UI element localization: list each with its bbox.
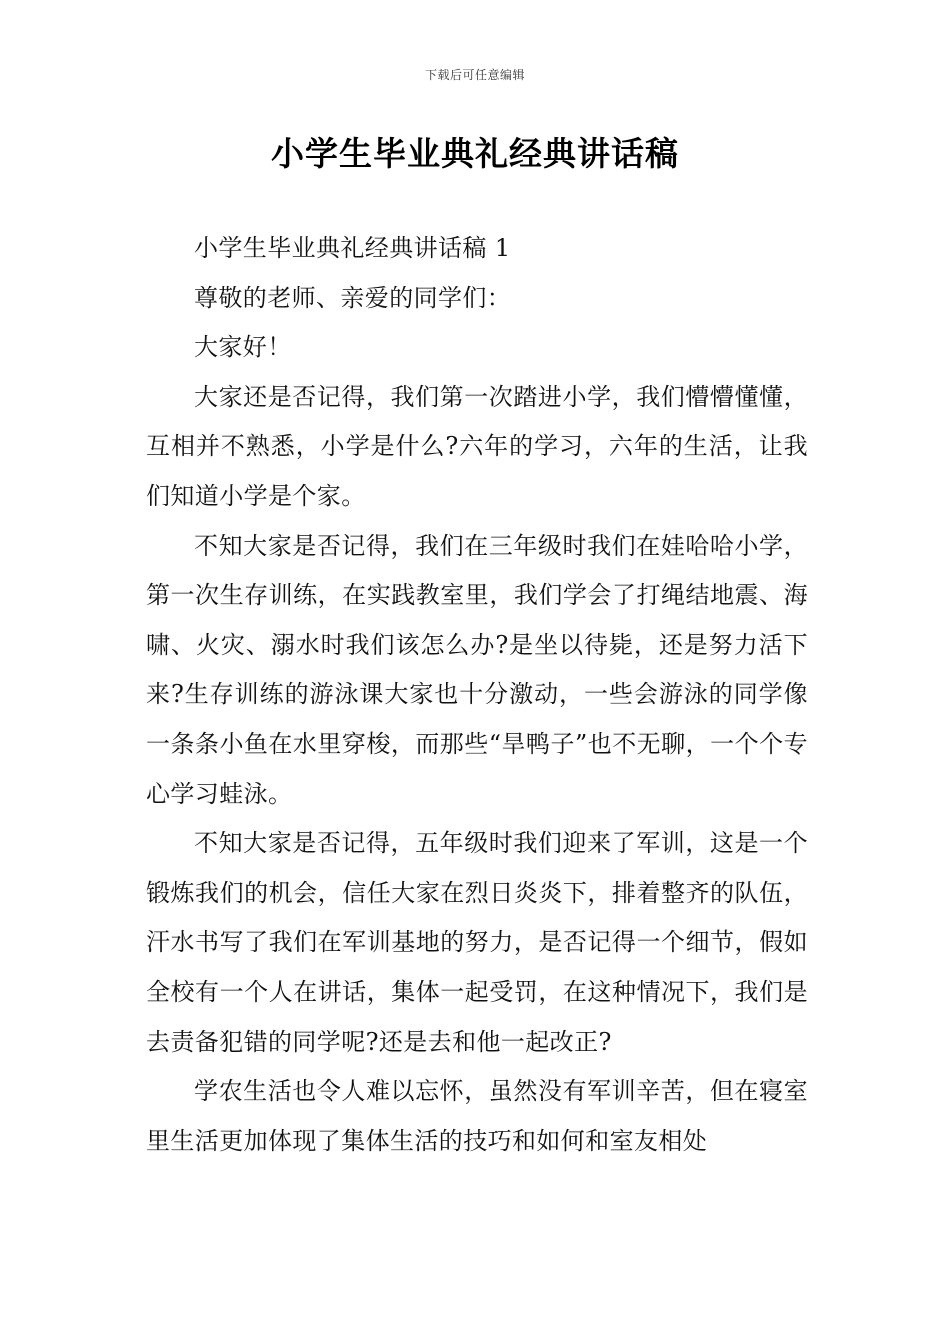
header-note: 下载后可任意编辑 xyxy=(424,68,525,82)
section-heading: 小学生毕业典礼经典讲话稿 1 xyxy=(194,234,511,262)
document-body xyxy=(146,224,808,1166)
salutation: 尊敬的老师、亲爱的同学们： xyxy=(194,283,512,312)
body-paragraph: 不知大家是否记得，我们在三年级时我们在娃哈哈小学，第一次生存训练，在实践教室里，我们学会了打绳结地震、海啸、火灾、溺水时我们该怎么办?是坐以待毙，还是努力活下来?生存训练的游泳课大家也十分激动，一些会游泳的同学像一条条小鱼在水里穿梭，而那些“旱鸭子”也不无聊，一个个专心学习蛙泳。 xyxy=(146,531,808,808)
document-title: 小学生毕业典礼经典讲话稿 xyxy=(271,134,679,173)
greeting: 大家好！ xyxy=(194,333,292,362)
body-paragraph: 不知大家是否记得，五年级时我们迎来了军训，这是一个锻炼我们的机会，信任大家在烈日炎炎下，排着整齐的队伍，汗水书写了我们在军训基地的努力，是否记得一个细节，假如全校有一个人在讲话，集体一起受罚，在这种情况下，我们是去责备犯错的同学呢?还是去和他一起改正? xyxy=(146,829,808,1056)
body-paragraph: 学农生活也令人难以忘怀，虽然没有军训辛苦，但在寝室里生活更加体现了集体生活的技巧和如何和室友相处 xyxy=(146,1077,808,1155)
body-paragraph: 大家还是否记得，我们第一次踏进小学，我们懵懵懂懂，互相并不熟悉，小学是什么?六年的学习，六年的生活，让我们知道小学是个家。 xyxy=(146,382,808,510)
